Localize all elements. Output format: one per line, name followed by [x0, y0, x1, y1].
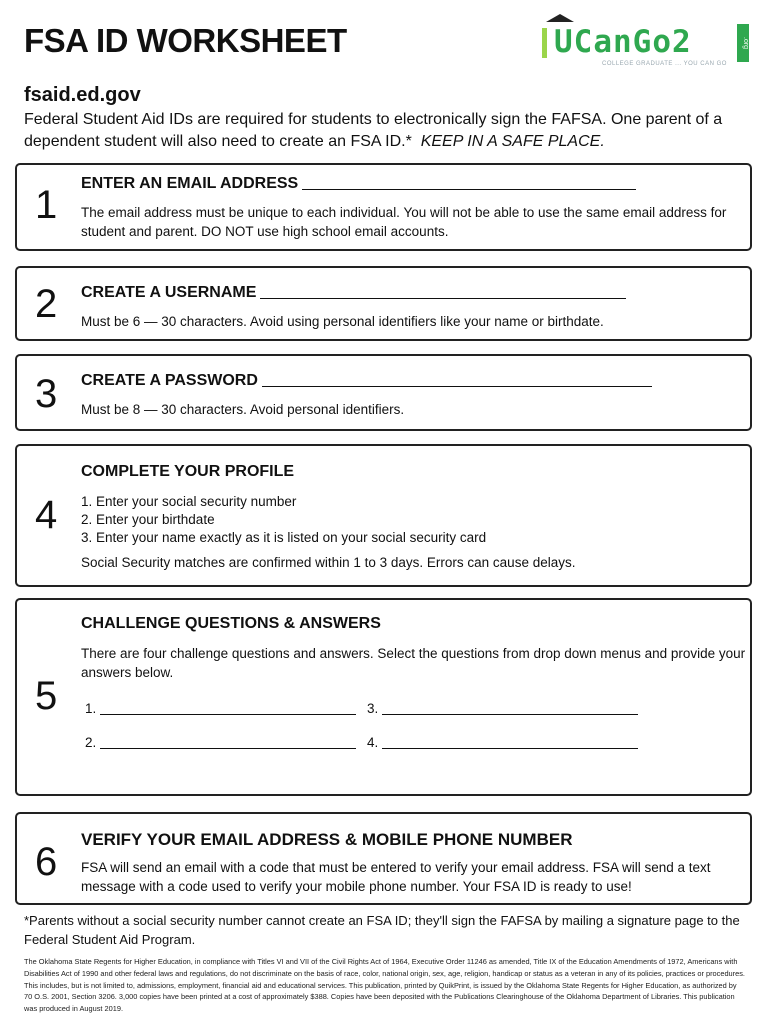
step-description: The email address must be unique to each individual. You will not be able to use the same email address for student and parent. DO NOT use high school email accounts. — [81, 205, 727, 239]
page-title: FSA ID WORKSHEET — [24, 22, 347, 59]
step-3-box — [15, 354, 752, 431]
logo-wordmark: UCanGo2 — [554, 24, 692, 60]
logo-tagline: COLLEGE GRADUATE ... YOU CAN GO — [602, 61, 727, 67]
footnote: *Parents without a social security number cannot create an FSA ID; they'll sign the FAFSA by mailing a signature page to the Federal Student Aid Program. — [24, 913, 740, 947]
step-description: Must be 8 — 30 characters. Avoid personal identifiers. — [81, 402, 405, 417]
list-item: 3. Enter your name exactly as it is listed on your social security card — [81, 530, 487, 545]
answer-line-4[interactable]: 4. — [367, 735, 638, 750]
step-title: CHALLENGE QUESTIONS & ANSWERS — [81, 615, 381, 632]
list-item: 1. Enter your social security number — [81, 494, 297, 509]
step-title: CREATE A PASSWORD — [81, 372, 652, 390]
step-title: COMPLETE YOUR PROFILE — [81, 463, 295, 480]
intro-emphasis: KEEP IN A SAFE PLACE. — [420, 133, 605, 150]
logo-bar — [542, 28, 547, 58]
step-2-box — [15, 266, 752, 341]
username-answer-line[interactable] — [260, 298, 626, 299]
profile-steps-list — [81, 493, 486, 547]
legal-notice: The Oklahoma State Regents for Higher Education, in compliance with Titles VI and VII of the Civil Rights Act of 1964, Executive Order 11246 as amended, Title IX of the Education Amendments of 1972, Americans with Disabilities Act of 1990 and other federal laws and regulations, do not discriminate on the basis of race, color, national origin, sex, age, religion, handicap or status as a veteran in any of its policies, practices or procedures. This includes, but is not limited to, admissions, employment, financial aid and educational services. This publication, printed by QuikPrint, is issued by the Oklahoma State Regents for Higher Education, as authorized by 70 O.S. 2001, Section 3206. 3,000 copies have been printed at a cost of approximately $388. Copies have been deposited with the Publications Clearinghouse of the Oklahoma Department of Libraries. This publication was produced in August 2019. — [24, 957, 745, 1014]
step-4-box — [15, 444, 752, 587]
step-description: Must be 6 — 30 characters. Avoid using personal identifiers like your name or birthdate. — [81, 314, 604, 329]
answer-line-3[interactable]: 3. — [367, 701, 638, 716]
email-answer-line[interactable] — [302, 189, 636, 190]
step-title: CREATE A USERNAME — [81, 284, 626, 302]
answer-line-2[interactable]: 2. — [85, 735, 356, 750]
step-title: VERIFY YOUR EMAIL ADDRESS & MOBILE PHONE NUMBER — [81, 830, 573, 849]
step-6-box — [15, 812, 752, 905]
step-number: 3 — [35, 372, 58, 416]
site-url: fsaid.ed.gov — [24, 84, 141, 106]
step-5-box — [15, 598, 752, 796]
step-number: 2 — [35, 282, 58, 326]
step-note: Social Security matches are confirmed within 1 to 3 days. Errors can cause delays. — [81, 555, 576, 570]
step-number: 5 — [35, 674, 58, 718]
step-description: FSA will send an email with a code that must be entered to verify your email address. FSA will send a text message with a code used to verify your mobile phone number. Your FSA ID is ready to use! — [81, 860, 711, 894]
step-number: 6 — [35, 840, 58, 884]
list-item: 2. Enter your birthdate — [81, 512, 215, 527]
intro-text: Federal Student Aid IDs are required for students to electronically sign the FAFSA. One parent of a dependent student will also need to create an FSA ID.* KEEP IN A SAFE PLACE. — [24, 111, 723, 150]
logo-org-suffix: .org — [737, 24, 749, 62]
step-number: 4 — [35, 493, 58, 537]
step-description: There are four challenge questions and answers. Select the questions from drop down menus and provide your answers below. — [81, 646, 746, 680]
graduation-cap-icon — [546, 14, 574, 22]
password-answer-line[interactable] — [262, 386, 652, 387]
step-number: 1 — [35, 183, 58, 227]
answer-line-1[interactable]: 1. — [85, 701, 356, 716]
step-title: ENTER AN EMAIL ADDRESS — [81, 175, 636, 193]
step-1-box — [15, 163, 752, 251]
ucango2-logo — [538, 14, 753, 74]
